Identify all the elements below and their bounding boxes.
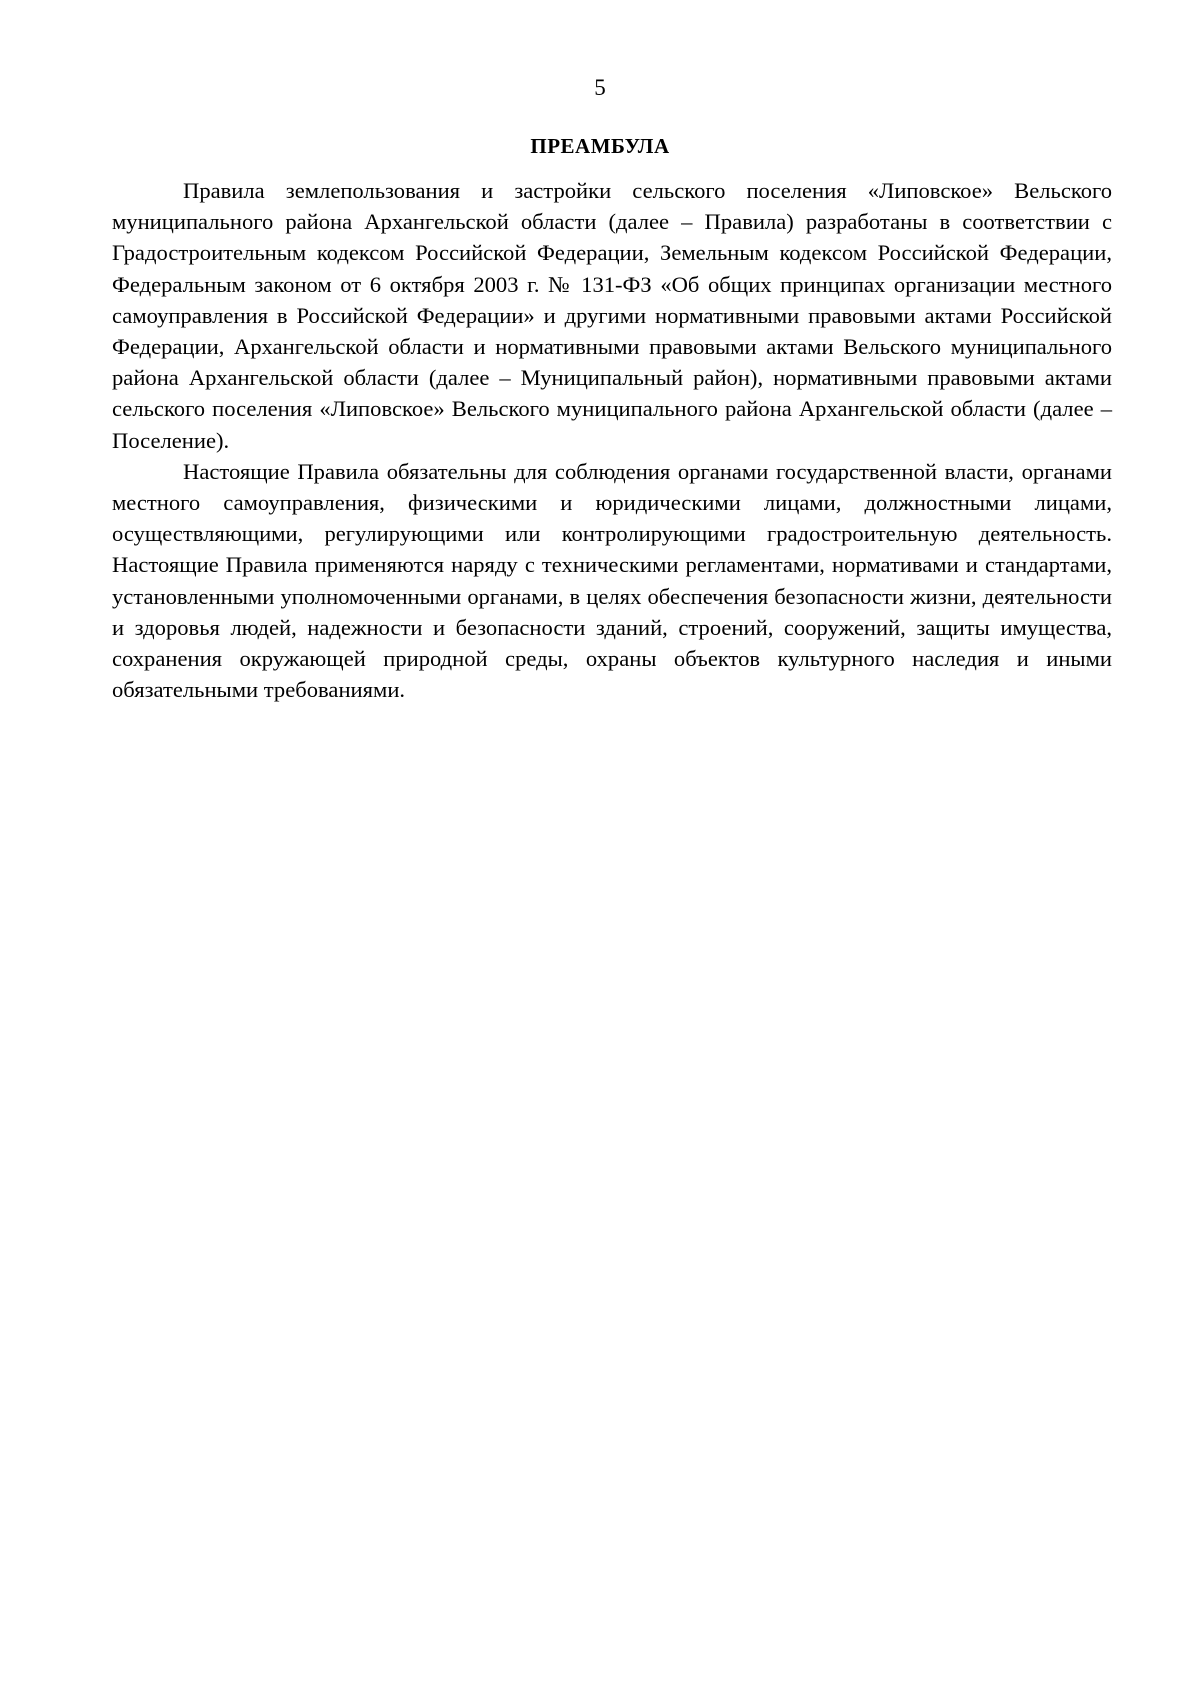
page-number: 5 [594,75,606,100]
paragraph-1: Правила землепользования и застройки сельского поселения «Липовское» Вельского муниципального района Архангельской области (далее – Правила) разработаны в соответствии с Градостроительным кодексом Российской Федерации, Земельным кодексом Российской Федерации, Федеральным законом от 6 октября 2003 г. № 131-ФЗ «Об общих принципах организации местного самоуправления в Российской Федерации» и другими нормативными правовыми актами Российской Федерации, Архангельской области и нормативными правовыми актами Вельского муниципального района Архангельской области (далее – Муниципальный район), нормативными правовыми актами сельского поселения «Липовское» Вельского муниципального района Архангельской области (далее – Поселение). [112,178,1112,453]
document-body [112,175,1112,705]
paragraph-2: Настоящие Правила обязательны для соблюдения органами государственной власти, органами местного самоуправления, физическими и юридическими лицами, должностными лицами, осуществляющими, регулирующими или контролирующими градостроительную деятельность. Настоящие Правила применяются наряду с техническими регламентами, нормативами и стандартами, установленными уполномоченными органами, в целях обеспечения безопасности жизни, деятельности и здоровья людей, надежности и безопасности зданий, строений, сооружений, защиты имущества, сохранения окружающей природной среды, охраны объектов культурного наследия и иными обязательными требованиями. [112,458,1112,703]
page-heading: ПРЕАМБУЛА [530,134,670,158]
